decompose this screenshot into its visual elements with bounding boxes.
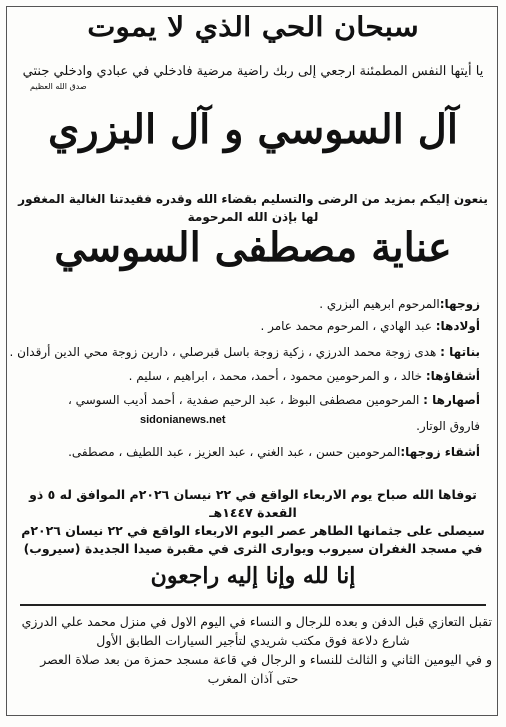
deceased-name: عناية مصطفى السوسي — [54, 224, 452, 271]
relative-line-brothers — [10, 368, 480, 385]
relative-line-daughters — [10, 344, 480, 361]
funeral-line: في مسجد الغفران سيروب ويوارى الثرى في مقبرة صيدا الجديدة (سيروب) — [23, 541, 483, 556]
relative-text: فاروق الوتار. — [416, 419, 480, 433]
announcement-intro: ينعون إليكم بمزيد من الرضى والتسليم بقضاء الله وقدره فقيدتنا الغالية المغفور لها بإذن الله المرحومة — [18, 192, 488, 224]
condolences-block — [14, 612, 492, 688]
relative-text: المرحومين مصطفى البوظ ، عبد الرحيم صفدية ، أحمد أديب السوسي ، — [67, 393, 424, 407]
relative-text: المرحومين حسن ، عبد الغني ، عبد العزيز ، عبد اللطيف ، مصطفى. — [68, 445, 401, 459]
funeral-details — [12, 486, 494, 558]
invocation-calligraphy: سبحان الحي الذي لا يموت — [87, 11, 419, 44]
relative-label: أشقاؤها: — [425, 369, 480, 383]
relative-label: أشقاء زوجها: — [400, 445, 480, 459]
quran-verse: يا أيتها النفس المطمئنة ارجعي إلى ربك راضية مرضية فادخلي في عبادي وادخلي جنتي — [22, 64, 484, 79]
condolence-line: و في اليومين الثاني و الثالث للنساء و الرجال في قاعة مسجد حمزة من بعد صلاة العصر — [40, 652, 492, 667]
relative-line-in-laws — [10, 392, 480, 409]
relative-text: عبد الهادي ، المرحوم محمد عامر . — [260, 319, 436, 333]
relative-label: أولادها: — [435, 319, 480, 333]
funeral-line: توفاها الله صباح يوم الاربعاء الواقع في ٢٢ نيسان ٢٠٢٦م الموافق له ٥ ذو القعدة ١٤٤٧هـ — [29, 487, 477, 520]
condolence-line: تقبل التعازي قبل الدفن و بعده للرجال و النساء في اليوم الاول في منزل محمد علي الدرزي — [21, 614, 492, 629]
relative-label: أصهارها : — [423, 393, 480, 407]
relative-text: المرحوم ابرهيم البزري . — [319, 297, 440, 311]
relative-label: بناتها : — [440, 345, 480, 359]
relative-text: هدى زوجة محمد الدرزي ، زكية زوجة باسل قبرصلي ، دارين زوجة محي الدين أرقدان . — [9, 345, 441, 359]
funeral-line: سيصلى على جثمانها الطاهر عصر اليوم الاربعاء الواقع في ٢٢ نيسان ٢٠٢٦م — [21, 523, 485, 538]
relative-line-husband — [10, 296, 480, 313]
divider-line — [20, 604, 486, 606]
watermark-site: sidonianews.net — [140, 414, 226, 426]
relative-line-sons — [10, 318, 480, 335]
family-names-title: آل السوسي و آل البزري — [48, 106, 458, 153]
condolence-line: حتى آذان المغرب — [207, 671, 299, 686]
relative-line-husband-brothers — [10, 444, 480, 461]
condolence-line: شارع دلاعة فوق مكتب شريدي لتأجير السيارات الطابق الأول — [96, 633, 410, 648]
relative-text: خالد ، و المرحومين محمود ، أحمد، محمد ، ابراهيم ، سليم . — [128, 369, 426, 383]
relative-line-in-laws-cont — [10, 418, 480, 435]
relative-label: زوجها: — [439, 297, 480, 311]
verse-source: صدق الله العظيم — [30, 82, 87, 91]
closing-calligraphy: إنا لله وإنا إليه راجعون — [150, 563, 356, 589]
